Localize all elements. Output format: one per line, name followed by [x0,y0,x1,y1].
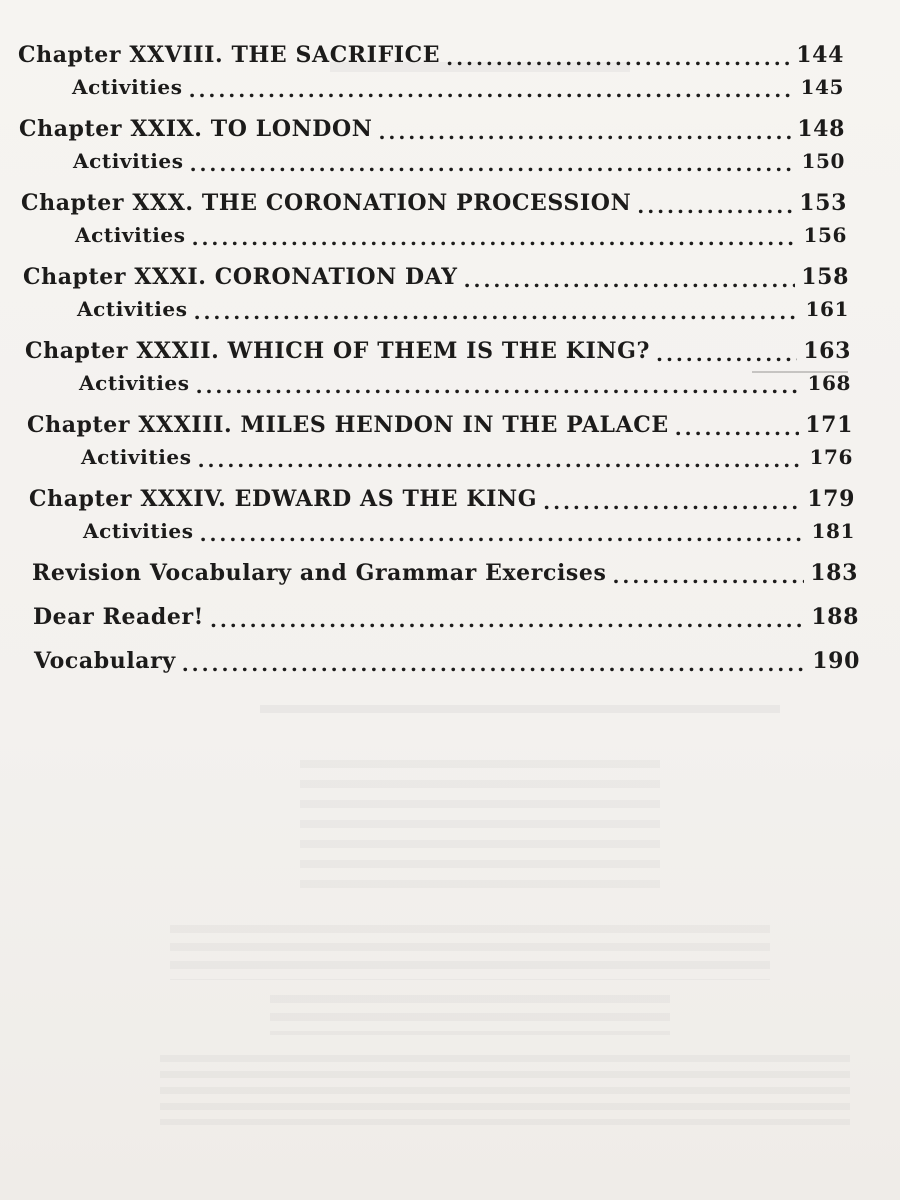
toc-entry-page: 176 [809,445,853,469]
toc-entry-title: Chapter XXX. THE CORONATION PROCESSION [21,190,632,216]
toc-entry-page: 183 [810,560,858,586]
toc-entry-title: Chapter XXXIII. MILES HENDON IN THE PALACE [27,412,669,438]
leader-dots [194,302,797,324]
toc-entry [23,264,849,290]
leader-dots [189,80,792,102]
toc-entry [83,519,855,543]
toc-entry-title: Activities [75,223,186,247]
toc-entry-page: 148 [797,116,845,142]
show-through-smudge [160,1055,850,1125]
toc-entry-title: Activities [81,445,192,469]
show-through-smudge [270,995,670,1035]
toc-entry-page: 188 [811,604,859,630]
leader-dots [446,48,790,70]
toc-entry [21,190,847,216]
leader-dots [210,610,805,632]
toc-entry-page: 181 [811,519,855,543]
toc-entry [29,486,855,512]
toc-entry-page: 144 [796,42,844,68]
leader-dots [196,376,799,398]
show-through-smudge [260,705,780,713]
toc-entry [72,75,844,99]
toc-entry [77,297,849,321]
toc-entry-page: 150 [801,149,845,173]
leader-dots [378,122,791,144]
toc-entry-title: Activities [83,519,194,543]
toc-entry-page: 161 [805,297,849,321]
toc-entry [33,604,859,630]
toc-entry-title: Activities [73,149,184,173]
leader-dots [200,524,803,546]
toc-entry-title: Chapter XXIX. TO LONDON [19,116,373,142]
toc-entry-title: Chapter XXVIII. THE SACRIFICE [18,42,441,68]
toc-entry-title: Dear Reader! [33,604,204,630]
toc-entry-page: 171 [805,412,853,438]
toc-entry-title: Activities [79,371,190,395]
toc-entry-title: Chapter XXXI. CORONATION DAY [23,264,458,290]
toc-entry-page: 156 [803,223,847,247]
toc-entry [75,223,847,247]
toc-entry [19,116,845,142]
toc-entry [18,42,844,68]
toc-entry-page: 179 [807,486,855,512]
show-through-smudge [170,925,770,980]
leader-dots [543,492,801,514]
leader-dots [190,154,793,176]
toc-entry-page: 158 [801,264,849,290]
toc-entry-page: 163 [803,338,851,364]
toc-entry-title: Activities [77,297,188,321]
toc-entry-page: 190 [812,648,860,674]
toc-entry-title: Revision Vocabulary and Grammar Exercises [32,560,607,586]
toc-entry [27,412,853,438]
leader-dots [182,654,807,676]
leader-dots [192,228,795,250]
toc-entry [81,445,853,469]
leader-dots [612,566,804,588]
show-through-smudge [300,760,660,900]
toc-entry-page: 168 [807,371,851,395]
leader-dots [464,270,796,292]
toc-entry [32,560,858,586]
toc-entry-title: Vocabulary [34,648,176,674]
toc-entry-title: Chapter XXXIV. EDWARD AS THE KING [29,486,538,512]
toc-entry [79,371,851,395]
toc-entry [34,648,860,674]
toc-entry [73,149,845,173]
leader-dots [656,344,797,366]
toc-entry [25,338,851,364]
leader-dots [198,450,801,472]
toc-entry-title: Activities [72,75,183,99]
toc-entry-page: 153 [799,190,847,216]
toc-entry-title: Chapter XXXII. WHICH OF THEM IS THE KING? [25,338,651,364]
leader-dots [675,418,800,440]
leader-dots [637,196,793,218]
toc-entry-page: 145 [800,75,844,99]
